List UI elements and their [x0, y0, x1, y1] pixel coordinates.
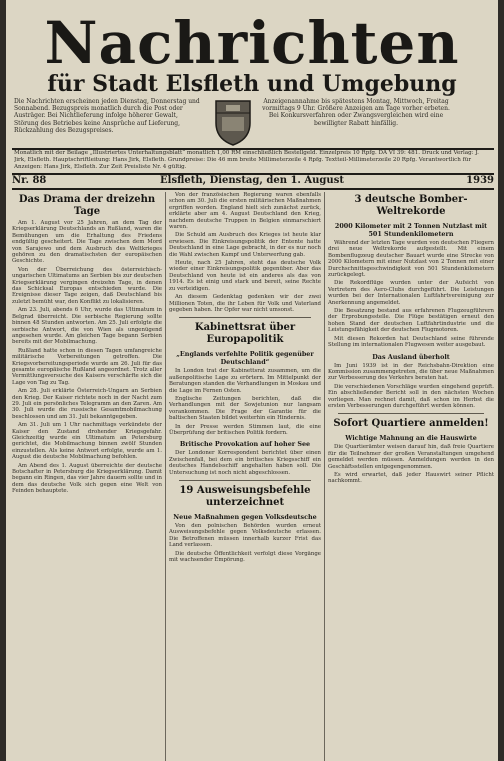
- divider: [179, 480, 311, 481]
- divider: [338, 413, 484, 414]
- article-paragraph: Mit diesen Rekorden hat Deutschland seine führende Stellung im internationalen Flugwesen weiter ausgebaut.: [328, 335, 494, 349]
- article-subheadline: Neue Maßnahmen gegen Volksdeutsche: [173, 513, 317, 521]
- coat-of-arms-icon: [212, 97, 254, 147]
- article-paragraph: Die deutsche Öffentlichkeit verfolgt diese Vorgänge mit wachsender Empörung.: [169, 550, 321, 564]
- article-paragraph: Von den polnischen Behörden wurden erneut Ausweisungsbefehle gegen Volksdeutsche erlassen. Die Betroffenen müssen innerhalb kurzer Frist das Land verlassen.: [169, 523, 321, 549]
- article-paragraph: Von der Überreichung des österreichisch-ungarischen Ultimatums an Serbien bis zur deutschen Kriegserklärung vergingen dreizehn Tage, in denen das Schicksal Europas entschieden wurde. Die Ereignisse dieser Tage zeigen, daß Deutschland bis zuletzt bemüht war, den Konflikt zu lokalisieren.: [12, 266, 162, 305]
- publisher-line: Monatlich mit der Beilage „Illustriertes Unterhaltungsblatt“ monatlich 1,00 RM einschließlich Bestellgeld. Einzelpreis 10 Rpfg. DA VI 39: 481. Druck und Verlag: J. Jirk, Elsfleth. Hauptschriftleitung: Hans Jirk, Elsfleth. Grundpreise: Die 46 mm breite Millimeterzeile 4 Rpfg. Textteil-Millimeterzeile 20 Rpfg. Verantwortlich für Anzeigen: Hans Jirk, Elsfleth. Zur Zeit Preisliste Nr. 4 gültig.: [14, 150, 479, 170]
- article-paragraph: Von der französischen Regierung waren ebenfalls schon am 30. Juli die ersten militärischen Maßnahmen ergriffen worden. England hielt sich zunächst zurück, erklärte aber am 4. August Deutschland den Krieg, nachdem deutsche Truppen in Belgien einmarschiert waren.: [169, 192, 321, 231]
- advertising-info: Anzeigenannahme bis spätestens Montag, Mittwoch, Freitag vormittags 9 Uhr. Größere Anzeigen am Tage vorher erbeten. Bei Konkursverfahren oder Zwangsvergleichen wird eine bewilligter Rabatt hinfällig.: [262, 98, 450, 127]
- article-paragraph: Der Londoner Korrespondent berichtet über einen Zwischenfall, bei dem ein britisches Kriegsschiff ein deutsches Handelsschiff angehalten haben soll. Die Untersuchung ist noch nicht abgeschlossen.: [169, 450, 321, 476]
- article-paragraph: Während der letzten Tage wurden von deutschen Fliegern drei neue Weltrekorde aufgestellt. Mit einem Bombenflugzeug deutscher Bauart wurde eine Strecke von 2000 Kilometern mit einer Nutzlast von 2 Tonnen mit einer Durchschnittsgeschwindigkeit von 501 Stundenkilometern zurückgelegt.: [328, 240, 494, 279]
- article-headline: Das Drama der dreizehn Tage: [18, 194, 156, 217]
- scan-edge-right: [498, 0, 504, 761]
- article-subheadline: „Englands verfehlte Politik gegenüber Deutschland“: [176, 350, 314, 367]
- newspaper-page: [6, 0, 498, 761]
- article-paragraph: Am 31. Juli um 1 Uhr nachmittags verkündete der Kaiser den Zustand drohender Kriegsgefahr. Gleichzeitig wurde ein Ultimatum an Petersburg gerichtet, die Mobilmachung binnen zwölf Stunden einzustellen. Als keine Antwort erfolgte, wurde am 1. August die deutsche Mobilmachung befohlen.: [12, 422, 162, 461]
- column-middle: [169, 192, 321, 761]
- article-paragraph: Die verschiedenen Vorschläge wurden eingehend geprüft. Ein abschließender Bericht soll in den nächsten Wochen vorliegen. Man rechnet damit, daß schon im Herbst die ersten Verbesserungen durchgeführt werden können.: [328, 383, 494, 409]
- article-paragraph: Die Besatzung bestand aus erfahrenen Flugzeugführern der Erprobungsstelle. Die Flüge bestätigen erneut den hohen Stand der deutschen Luftfahrtindustrie und die Leistungsfähigkeit der deutschen Flugmotoren.: [328, 308, 494, 334]
- article-headline: Sofort Quartiere anmelden!: [333, 418, 489, 430]
- divider: [179, 317, 311, 318]
- article-paragraph: Englische Zeitungen berichten, daß die Verhandlungen mit der Sowjetunion nur langsam vorankommen. Die Frage der Garantie für die baltischen Staaten bildet weiterhin ein Hindernis.: [169, 395, 321, 422]
- article-headline: 3 deutsche Bomber-Weltrekorde: [354, 194, 468, 217]
- article-subheadline: Das Ausland überholt: [372, 352, 450, 361]
- article-subheadline: Britische Provokation auf hoher See: [179, 440, 311, 449]
- article-paragraph: In der Presse werden Stimmen laut, die eine Überprüfung der britischen Politik fordern.: [169, 423, 321, 436]
- article-headline: 19 Ausweisungsbefehle unterzeichnet: [179, 485, 311, 508]
- article-subheadline: 2000 Kilometer mit 2 Tonnen Nutzlast mit 501 Stundenkilometern: [334, 222, 488, 238]
- masthead-title: Nachrichten: [44, 9, 460, 77]
- article-paragraph: Die Rekordflüge wurden unter der Aufsicht von Vertretern des Aero-Clubs durchgeführt. Die Leistungen wurden bei der Internationalen Luftfahrtvereinigung zur Anerkennung angemeldet.: [328, 280, 494, 306]
- article-paragraph: In London trat der Kabinettsrat zusammen, um die außenpolitische Lage zu erörtern. Im Mittelpunkt der Beratungen standen die Verhandlungen in Moskau und die Lage im Fernen Osten.: [169, 368, 321, 394]
- issue-number: Nr. 88: [12, 175, 47, 186]
- issue-bar: [12, 175, 494, 187]
- issue-date: Elsfleth, Dienstag, den 1. August: [160, 175, 344, 186]
- article-subheadline: Wichtige Mahnung an die Hauswirte: [345, 434, 477, 443]
- article-paragraph: Es wird erwartet, daß jeder Hauswirt seiner Pflicht nachkommt.: [328, 471, 494, 485]
- column-right: [328, 192, 494, 761]
- article-paragraph: Am 23. Juli, abends 6 Uhr, wurde das Ultimatum in Belgrad überreicht. Die serbische Regierung sollte binnen 48 Stunden antworten. Am 25. Juli erfolgte die serbische Antwort, die von Wien als ungenügend angesehen wurde. Am gleichen Tage begann Serbien bereits mit der Mobilmachung.: [12, 307, 162, 346]
- column-left: [12, 192, 162, 761]
- article-paragraph: An diesem Gedenktag gedenken wir der zwei Millionen Toten, die ihr Leben für Volk und Vaterland gegeben haben. Ihr Opfer war nicht umsonst.: [169, 294, 321, 313]
- article-paragraph: Rußland hatte schon in diesen Tagen umfangreiche militärische Vorbereitungen getroffen. Die Kriegsvorbereitungsperiode wurde am 26. Juli für das gesamte europäische Rußland angeordnet. Trotz aller Vermittlungsversuche des Kaisers verschärfte sich die Lage von Tag zu Tag.: [12, 347, 162, 386]
- article-paragraph: Am Abend des 1. August überreichte der deutsche Botschafter in Petersburg die Kriegserklärung. Damit begann ein Ringen, das vier Jahre dauern sollte und in dem das deutsche Volk sich gegen eine Welt von Feinden behauptete.: [12, 462, 162, 495]
- masthead-subtitle: für Stadt Elsfleth und Umgebung: [47, 71, 457, 97]
- article-paragraph: Heute, nach 25 Jahren, steht das deutsche Volk wieder einer Einkreisungspolitik gegenüber. Aber das Deutschland von heute ist ein anderes als das von 1914. Es ist einig und stark und bereit, seine Rechte zu verteidigen.: [169, 260, 321, 292]
- publication-info: Die Nachrichten erscheinen jeden Dienstag, Donnerstag und Sonnabend. Bezugspreis monatlich durch die Post oder Austräger. Bei Nichtlieferung infolge höherer Gewalt, Störung des Betriebes keine Ansprüche auf Lieferung, Rückzahlung des Bezugspreises.: [14, 98, 200, 134]
- article-paragraph: Am 1. August vor 25 Jahren, an dem Tag der Kriegserklärung Deutschlands an Rußland, waren die Bemühungen um die Erhaltung des Friedens endgültig gescheitert. Die Tage zwischen dem Mord von Sarajewo und dem Ausbruch des Weltkrieges gehören zu den dramatischsten der europäischen Geschichte.: [12, 220, 162, 265]
- article-paragraph: Die Quartierämter weisen darauf hin, daß freie Quartiere für die Teilnehmer der großen Veranstaltungen umgehend gemeldet werden müssen. Anmeldungen werden in den Geschäftsstellen entgegengenommen.: [328, 444, 494, 470]
- divider: [12, 188, 494, 190]
- article-paragraph: Im Juni 1939 ist in der Reichsbahn-Direktion eine Kommission zusammengetreten, die über neue Maßnahmen zur Verbesserung des Verkehrs beraten hat.: [328, 362, 494, 382]
- article-paragraph: Die Schuld am Ausbruch des Krieges ist heute klar erwiesen. Die Einkreisungspolitik der Entente hatte Deutschland in eine Lage gebracht, in der es nur noch die Wahl zwischen Kampf und Unterwerfung gab.: [169, 232, 321, 258]
- article-paragraph: Am 28. Juli erklärte Österreich-Ungarn an Serbien den Krieg. Der Kaiser richtete noch in der Nacht zum 29. Juli ein persönliches Telegramm an den Zaren. Am 30. Juli wurde die russische Gesamtmobilmachung beschlossen und am 31. Juli bekanntgegeben.: [12, 388, 162, 420]
- column-divider: [165, 192, 166, 761]
- issue-year: 1939: [466, 175, 494, 186]
- article-headline: Kabinettsrat über Europapolitik: [194, 322, 296, 346]
- column-divider: [324, 192, 325, 761]
